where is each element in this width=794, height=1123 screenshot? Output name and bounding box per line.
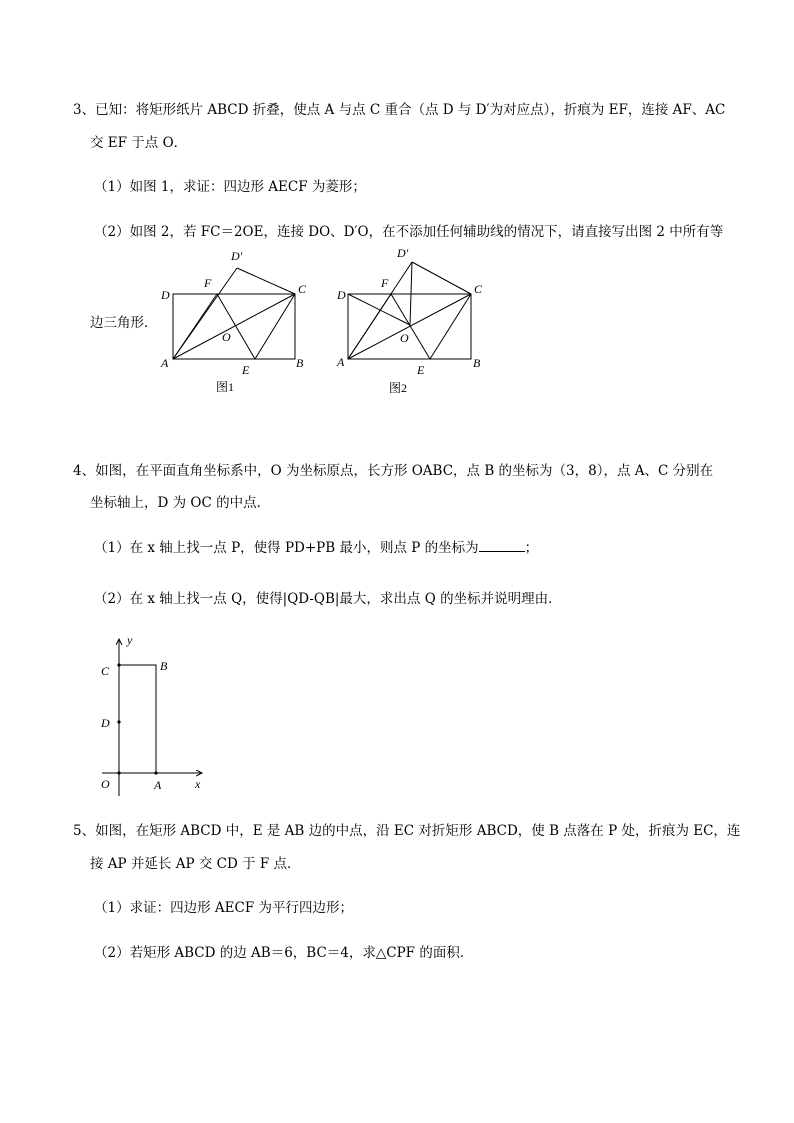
label-b: B xyxy=(160,659,168,673)
coordinate-figure xyxy=(90,630,220,800)
label-o: O xyxy=(101,777,110,791)
p4-stem-line1: 4、如图，在平面直角坐标系中，O 为坐标原点，长方形 OABC，点 B 的坐标为（3，8），点 A、C 分别在 xyxy=(73,463,714,479)
fig1-segment-dc xyxy=(237,268,295,294)
p5-stem-line2: 接 AP 并延长 AP 交 CD 于 F 点． xyxy=(90,856,301,872)
rectangle-oabc xyxy=(119,665,156,773)
p4-question-1-text: （1）在 x 轴上找一点 P，使得 PD+PB 最小，则点 P 的坐标为 xyxy=(94,540,479,556)
fig1-label-e: E xyxy=(242,363,250,377)
p5-question-1: （1）求证：四边形 AECF 为平行四边形； xyxy=(94,900,353,916)
point-d xyxy=(117,720,120,723)
p4-stem-line2: 坐标轴上，D 为 OC 的中点． xyxy=(90,495,271,511)
answer-blank[interactable] xyxy=(479,539,525,552)
label-c: C xyxy=(101,664,110,678)
x-axis-label: x xyxy=(195,777,201,791)
fig2-label-c: C xyxy=(474,282,483,296)
fig1-label-o: O xyxy=(222,330,231,344)
fig1-label-f: F xyxy=(204,276,212,290)
figure-2 xyxy=(326,242,496,402)
label-d: D xyxy=(101,716,110,730)
figure-1 xyxy=(150,242,320,402)
fig1-fold-ef xyxy=(217,294,255,359)
p3-stem-line2: 交 EF 于点 O． xyxy=(90,135,188,151)
y-axis-label: y xyxy=(127,633,133,647)
fig1-caption: 图1 xyxy=(216,380,235,394)
fig1-label-dprime: D′ xyxy=(231,249,243,263)
fig2-label-a: A xyxy=(337,355,345,369)
point-o xyxy=(117,771,120,774)
fig2-label-o: O xyxy=(400,331,409,345)
fig1-diagonal-ac xyxy=(173,294,295,359)
fig1-label-c: C xyxy=(298,282,307,296)
fig2-caption: 图2 xyxy=(389,381,408,395)
fig1-label-d: D xyxy=(161,288,170,302)
point-a xyxy=(154,771,157,774)
p5-stem-line1: 5、如图，在矩形 ABCD 中，E 是 AB 边的中点，沿 EC 对折矩形 ABCD，使 B 点落在 P 处，折痕为 EC，连 xyxy=(73,823,741,839)
fig1-label-a: A xyxy=(161,356,169,370)
fig1-segment-ec xyxy=(255,294,295,359)
p4-question-2: （2）在 x 轴上找一点 Q，使得|QD-QB|最大，求出点 Q 的坐标并说明理由． xyxy=(94,591,562,607)
p3-question-1: （1）如图 1，求证：四边形 AECF 为菱形； xyxy=(94,179,366,195)
fig2-segment-dc xyxy=(412,262,471,294)
fig2-label-dprime: D′ xyxy=(397,246,409,260)
p3-question-2-line2: 边三角形． xyxy=(90,315,158,331)
fig2-label-d: D xyxy=(337,288,346,302)
fig1-label-b: B xyxy=(296,356,304,370)
fig2-label-f: F xyxy=(381,276,389,290)
fig2-label-e: E xyxy=(417,363,425,377)
fig2-segment-ec xyxy=(430,294,471,359)
p4-question-1 xyxy=(94,539,538,557)
p3-question-2-line1: （2）如图 2，若 FC＝2OE，连接 DO、D′O，在不添加任何辅助线的情况下，请直接写出图 2 中所有等 xyxy=(94,224,724,240)
label-a: A xyxy=(154,778,162,792)
point-c xyxy=(117,663,120,666)
p3-stem-line1: 3、已知：将矩形纸片 ABCD 折叠，使点 A 与点 C 重合（点 D 与 D′为对应点），折痕为 EF，连接 AF、AC xyxy=(73,102,726,118)
p5-question-2: （2）若矩形 ABCD 的边 AB＝6，BC＝4，求△CPF 的面积． xyxy=(94,945,474,961)
p4-question-1-end: ； xyxy=(524,540,539,556)
fig2-label-b: B xyxy=(473,356,481,370)
